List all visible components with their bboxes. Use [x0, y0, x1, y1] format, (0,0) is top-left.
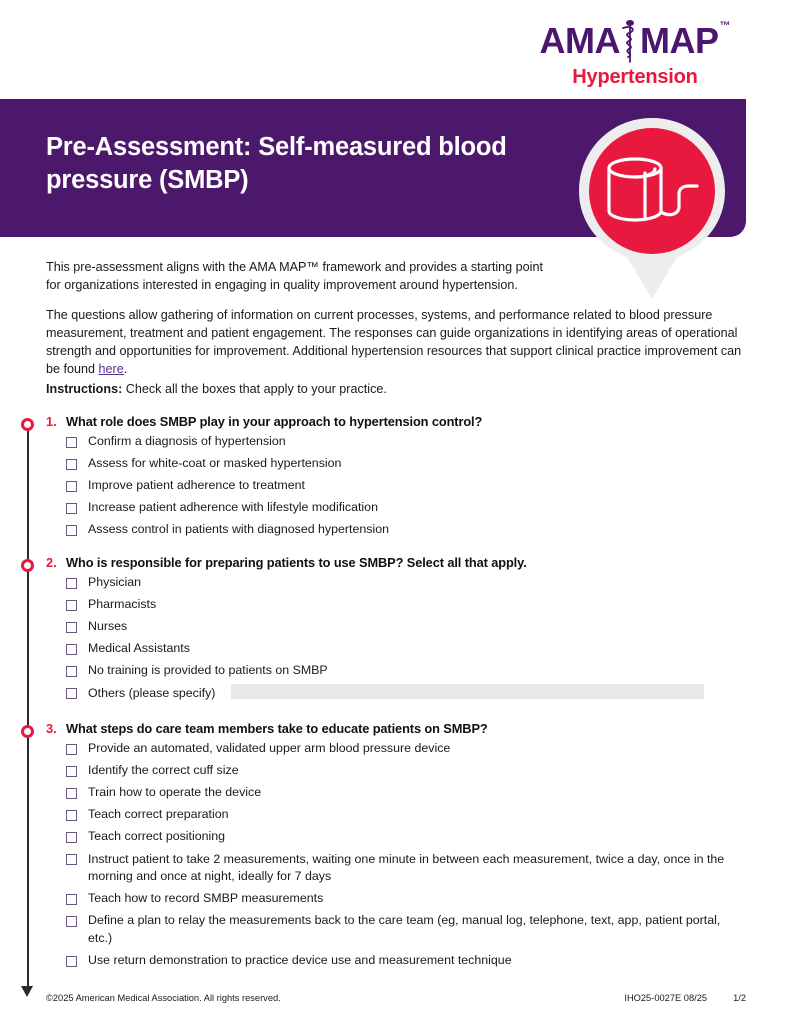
checkbox-label: Assess control in patients with diagnosed hypertension [88, 522, 389, 537]
question-1-text: What role does SMBP play in your approach to hypertension control? [66, 414, 483, 429]
question-1-options [0, 433, 791, 539]
checkbox-row[interactable] [66, 890, 791, 908]
ama-map-logo [525, 18, 745, 89]
checkbox-label: Increase patient adherence with lifestyle modification [88, 500, 378, 515]
checkbox-label: Confirm a diagnosis of hypertension [88, 434, 286, 448]
logo-subtitle: Hypertension [572, 66, 698, 88]
checkbox-row[interactable] [66, 574, 791, 592]
checkbox-label: No training is provided to patients on SMBP [88, 663, 328, 678]
checkbox-label: Provide an automated, validated upper arm blood pressure device [88, 741, 451, 755]
checkbox-label: Instruct patient to take 2 measurements, waiting one minute in between each measurement, twice a day, once in the morning and once at night, ideally for 7 days [88, 851, 725, 884]
question-1-number: 1. [46, 414, 57, 429]
question-3-text: What steps do care team members take to educate patients on SMBP? [66, 721, 488, 736]
checkbox-row[interactable] [66, 618, 791, 636]
checkbox-label: Others (please specify) [88, 685, 216, 700]
checkbox-row[interactable] [66, 499, 791, 517]
checkbox-icon[interactable] [66, 437, 77, 448]
checkbox-row[interactable] [66, 477, 791, 495]
question-3-number: 3. [46, 721, 57, 736]
checkbox-row-others[interactable] [66, 685, 791, 703]
checkbox-icon[interactable] [66, 578, 77, 589]
checkbox-row[interactable] [66, 806, 791, 824]
checkbox-row[interactable] [66, 851, 791, 886]
checkbox-icon[interactable] [66, 644, 77, 655]
caduceus-staff-icon [617, 19, 643, 65]
others-specify-input[interactable] [231, 684, 704, 699]
checkbox-icon[interactable] [66, 688, 77, 699]
checkbox-row[interactable] [66, 640, 791, 658]
checkbox-row[interactable] [66, 912, 791, 947]
checkbox-row[interactable] [66, 662, 791, 680]
checkbox-label: Medical Assistants [88, 641, 190, 656]
intro-paragraph-2 [46, 306, 746, 379]
checkbox-icon[interactable] [66, 832, 77, 843]
checkbox-row[interactable] [66, 455, 791, 473]
timeline-marker-3 [21, 725, 34, 738]
timeline-marker-2 [21, 559, 34, 572]
checkbox-label: Teach correct preparation [88, 807, 229, 822]
footer-copyright: ©2025 American Medical Association. All rights reserved. [46, 993, 281, 1003]
question-3 [0, 721, 791, 974]
checkbox-label: Improve patient adherence to treatment [88, 478, 305, 493]
intro-paragraph-2-text: The questions allow gathering of information on current processes, systems, and performance related to blood pressure measurement, treatment and patient engagement. The responses can guide organizations in identifying areas of operational strength and opportunities for improvement. Additional hypertension resources that support clinical practice improvement can be found [46, 307, 742, 377]
checkbox-row[interactable] [66, 433, 791, 451]
checkbox-label: Pharmacists [88, 597, 157, 612]
instructions-label: Instructions: [46, 382, 123, 396]
intro-paragraph-1: This pre-assessment aligns with the AMA MAP™ framework and provides a starting point for organizations interested in engaging in quality improvement around hypertension. [46, 260, 543, 293]
logo-map-text: MAP [639, 20, 719, 61]
question-3-heading [46, 721, 791, 736]
checkbox-icon[interactable] [66, 481, 77, 492]
checkbox-row[interactable] [66, 521, 791, 539]
checkbox-row[interactable] [66, 952, 791, 970]
logo-trademark-symbol: ™ [719, 20, 731, 32]
checkbox-icon[interactable] [66, 744, 77, 755]
checkbox-row[interactable] [66, 828, 791, 846]
checkbox-label: Nurses [88, 619, 128, 634]
checkbox-label: Identify the correct cuff size [88, 763, 239, 778]
question-2-heading [46, 555, 791, 570]
checkbox-icon[interactable] [66, 459, 77, 470]
question-2-options [0, 574, 791, 702]
intro-paragraph-2-suffix: . [123, 362, 128, 377]
checkbox-icon[interactable] [66, 916, 77, 927]
question-2-text: Who is responsible for preparing patients to use SMBP? Select all that apply. [66, 555, 527, 570]
question-2-number: 2. [46, 555, 57, 570]
question-1-heading [46, 414, 791, 429]
footer [46, 993, 746, 1003]
checkbox-label: Use return demonstration to practice device use and measurement technique [88, 953, 512, 968]
checkbox-label: Assess for white-coat or masked hypertension [88, 456, 342, 471]
checkbox-icon[interactable] [66, 622, 77, 633]
timeline-marker-1 [21, 418, 34, 431]
question-3-options [0, 740, 791, 970]
checkbox-icon[interactable] [66, 956, 77, 967]
question-2 [0, 555, 791, 707]
footer-page-number: 1/2 [733, 993, 746, 1003]
checkbox-label: Train how to operate the device [88, 785, 262, 800]
checkbox-icon[interactable] [66, 788, 77, 799]
checkbox-row[interactable] [66, 596, 791, 614]
checkbox-label: Teach how to record SMBP measurements [88, 891, 324, 906]
blood-pressure-cuff-badge [577, 116, 727, 301]
instructions-text: Check all the boxes that apply to your practice. [122, 382, 387, 396]
checkbox-label: Define a plan to relay the measurements back to the care team (eg, manual log, telephone, text, app, patient portal, etc.) [88, 913, 721, 945]
checkbox-label: Teach correct positioning [88, 829, 226, 844]
checkbox-icon[interactable] [66, 600, 77, 611]
timeline-arrow-icon [21, 986, 33, 997]
page-title: Pre-Assessment: Self-measured blood pressure (SMBP) [46, 133, 507, 194]
checkbox-icon[interactable] [66, 810, 77, 821]
checkbox-row[interactable] [66, 784, 791, 802]
checkbox-row[interactable] [66, 762, 791, 780]
footer-meta [624, 993, 746, 1003]
checkbox-icon[interactable] [66, 525, 77, 536]
checkbox-label: Physician [88, 575, 142, 589]
checkbox-row[interactable] [66, 740, 791, 758]
instructions [46, 382, 387, 396]
checkbox-icon[interactable] [66, 666, 77, 677]
checkbox-icon[interactable] [66, 894, 77, 905]
checkbox-icon[interactable] [66, 503, 77, 514]
logo-area [0, 0, 791, 96]
question-1 [0, 414, 791, 544]
checkbox-icon[interactable] [66, 766, 77, 777]
logo-wordmark [525, 18, 745, 64]
footer-doc-code: IHO25-0027E 08/25 [624, 993, 708, 1003]
checkbox-icon[interactable] [66, 854, 77, 865]
resources-link[interactable]: here [98, 362, 124, 377]
logo-ama-text: AMA [539, 20, 620, 61]
